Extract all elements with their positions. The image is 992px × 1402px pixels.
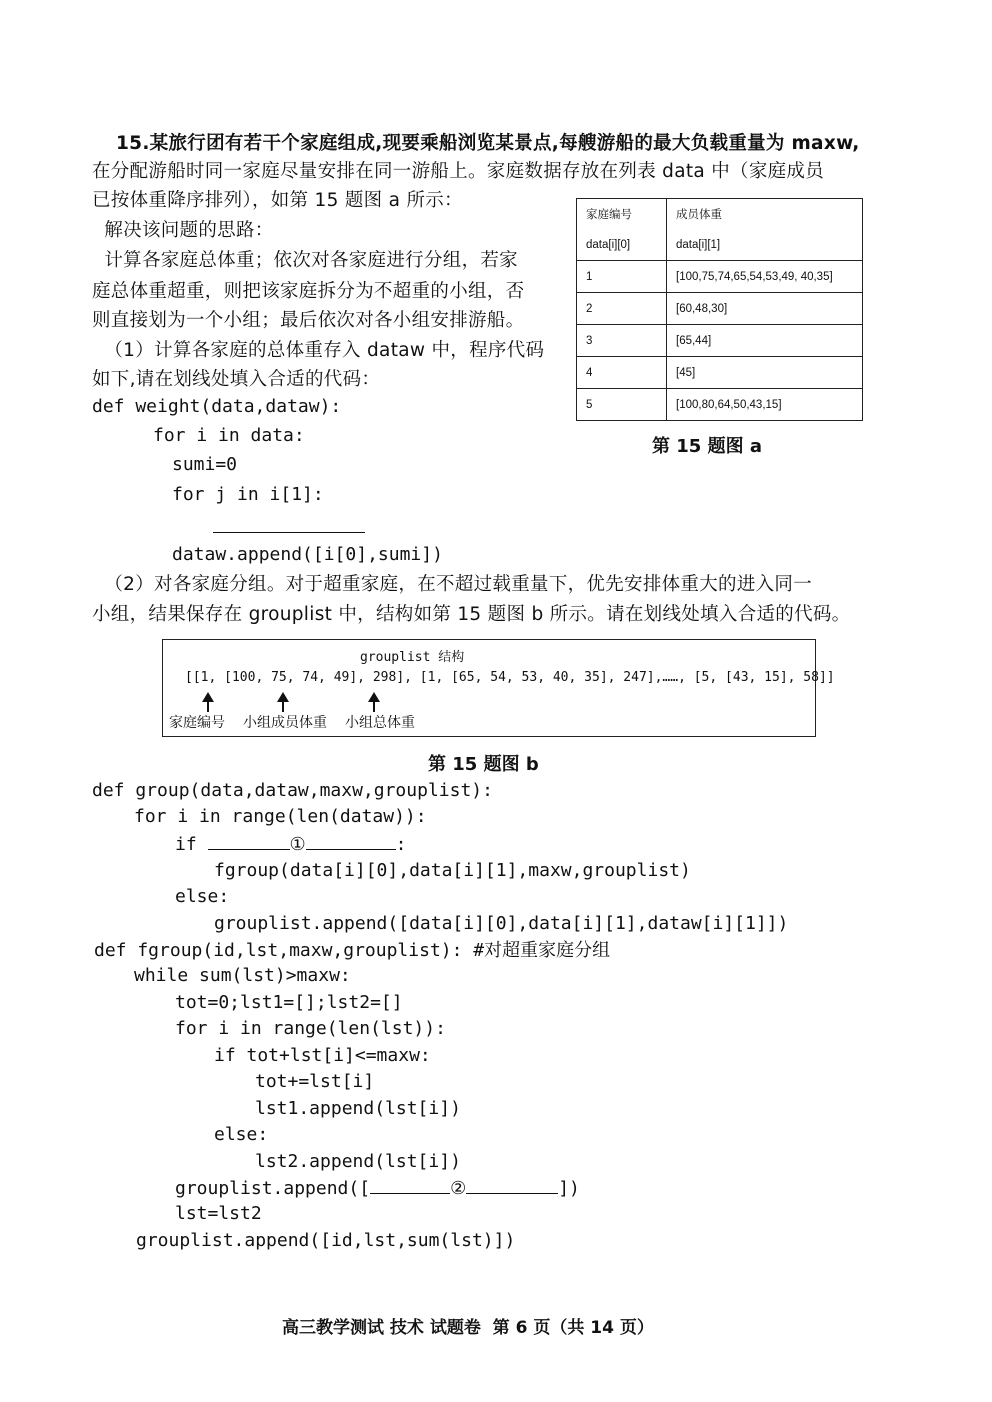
question-intro-line-2: 在分配游船时同一家庭尽量安排在同一游船上。家庭数据存放在列表 data 中（家庭成员 <box>92 161 825 182</box>
figure-a-table <box>576 198 863 421</box>
question-intro-line-5: 计算各家庭总体重；依次对各家庭进行分组，若家 <box>92 250 518 271</box>
code1-line-1: def weight(data,dataw): <box>92 396 342 417</box>
answer-blank-sum[interactable] <box>213 532 365 533</box>
figure-b-title: grouplist 结构 <box>360 650 465 665</box>
code2-line-17: lst=lst2 <box>175 1203 262 1224</box>
answer-blank-2-left[interactable] <box>370 1175 450 1194</box>
table-row <box>577 325 863 357</box>
figure-a-header-id <box>577 199 667 261</box>
cell-member-weights: [100,75,74,65,54,53,49, 40,35] <box>667 261 863 293</box>
code2-line-12: tot+=lst[i] <box>255 1071 375 1092</box>
cell-member-weights: [100,80,64,50,43,15] <box>667 389 863 421</box>
question-intro-line-4: 解决该问题的思路： <box>92 220 274 241</box>
question-intro-line-8: （1）计算各家庭的总体重存入 dataw 中，程序代码 <box>92 340 545 361</box>
figure-b-box <box>162 639 835 737</box>
answer-blank-1-right[interactable] <box>306 831 396 850</box>
cell-member-weights: [45] <box>667 357 863 389</box>
blank-marker-2: ② <box>450 1178 467 1199</box>
cell-family-id: 3 <box>577 325 667 357</box>
figure-b-caption: 第 15 题图 b <box>428 754 539 775</box>
cell-family-id: 4 <box>577 357 667 389</box>
cell-family-id: 1 <box>577 261 667 293</box>
code1-line-2: for i in data: <box>153 425 305 446</box>
figure-a-header-weights <box>667 199 863 261</box>
part2-line-2: 小组，结果保存在 grouplist 中，结构如第 15 题图 b 所示。请在划线处填入合适的代码。 <box>92 604 851 625</box>
label-family-id: 家庭编号 <box>169 715 225 731</box>
code1-line-3: sumi=0 <box>172 454 238 475</box>
figure-a-caption: 第 15 题图 a <box>652 436 762 457</box>
cell-family-id: 2 <box>577 293 667 325</box>
code2-line-5: else: <box>175 886 230 907</box>
code2-line-16 <box>175 1175 580 1202</box>
table-row <box>577 293 863 325</box>
label-group-total: 小组总体重 <box>345 715 415 731</box>
code2-line-7: def fgroup(id,lst,maxw,grouplist): #对超重家庭分组 <box>94 940 611 961</box>
code2-line-18: grouplist.append([id,lst,sum(lst)]) <box>136 1230 516 1251</box>
cell-member-weights: [60,48,30] <box>667 293 863 325</box>
code2-line-2: for i in range(len(dataw)): <box>134 806 427 827</box>
answer-blank-1-left[interactable] <box>208 831 290 850</box>
label-member-weights: 小组成员体重 <box>243 715 327 731</box>
part2-line-1: （2）对各家庭分组。对于超重家庭，在不超过载重量下，优先安排体重大的进入同一 <box>92 574 813 595</box>
code2-line-9: tot=0;lst1=[];lst2=[] <box>175 992 403 1013</box>
closing-brackets: ]) <box>558 1178 580 1199</box>
answer-blank-2-right[interactable] <box>466 1175 558 1194</box>
if-keyword: if <box>175 834 208 855</box>
header-weights-bottom: data[i][1] <box>676 238 721 251</box>
append-call: grouplist.append([ <box>175 1178 371 1199</box>
code2-line-4: fgroup(data[i][0],data[i][1],maxw,grouplist) <box>214 860 691 881</box>
code2-line-8: while sum(lst)>maxw: <box>134 965 351 986</box>
page-footer: 高三教学测试 技术 试题卷 第 6 页（共 14 页） <box>282 1318 654 1338</box>
code1-line-5: dataw.append([i[0],sumi]) <box>172 544 443 565</box>
table-row <box>577 261 863 293</box>
code2-line-15: lst2.append(lst[i]) <box>255 1151 461 1172</box>
code2-line-1: def group(data,dataw,maxw,grouplist): <box>92 780 493 801</box>
table-row <box>577 357 863 389</box>
cell-family-id: 5 <box>577 389 667 421</box>
question-intro-line-1: 15.某旅行团有若干个家庭组成,现要乘船浏览某景点,每艘游船的最大负载重量为 maxw, <box>116 133 860 154</box>
blank-marker-1: ① <box>289 834 306 855</box>
colon: : <box>395 834 407 855</box>
header-id-top: 家庭编号 <box>586 208 632 221</box>
table-row <box>577 389 863 421</box>
code2-line-11: if tot+lst[i]<=maxw: <box>214 1045 431 1066</box>
code1-line-4: for j in i[1]: <box>172 484 324 505</box>
question-intro-line-7: 则直接划为一个小组；最后依次对各小组安排游船。 <box>92 310 525 331</box>
question-intro-line-6: 庭总体重超重，则把该家庭拆分为不超重的小组，否 <box>92 281 525 302</box>
question-intro-line-3: 已按体重降序排列），如第 15 题图 a 所示： <box>92 190 463 211</box>
code2-line-3 <box>175 831 407 858</box>
code2-line-6: grouplist.append([data[i][0],data[i][1],dataw[i][1]]) <box>214 913 789 934</box>
cell-member-weights: [65,44] <box>667 325 863 357</box>
code2-line-13: lst1.append(lst[i]) <box>255 1098 461 1119</box>
header-weights-top: 成员体重 <box>676 208 722 221</box>
code2-line-10: for i in range(len(lst)): <box>175 1018 446 1039</box>
header-id-bottom: data[i][0] <box>586 238 631 251</box>
question-intro-line-9: 如下,请在划线处填入合适的代码： <box>92 369 381 390</box>
figure-b-content: [[1, [100, 75, 74, 49], 298], [1, [65, 54, 53, 40, 35], 247],……, [5, [43, 15], 58]] <box>185 670 835 685</box>
code2-line-14: else: <box>214 1124 269 1145</box>
